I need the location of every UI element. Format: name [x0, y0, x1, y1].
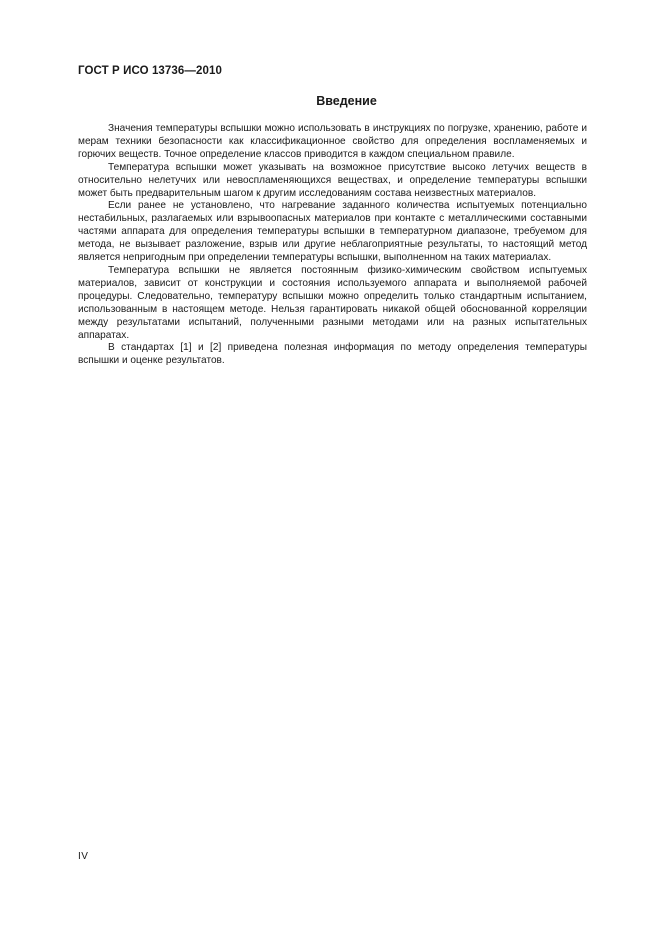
paragraph: Значения температуры вспышки можно использовать в инструкциях по погрузке, хранению, работе и мерам техники безопасности как классификационное свойство для определения воспламеняемых и горючих веществ. Точное определение классов приводится в каждом специальном правиле.	[78, 123, 587, 160]
paragraph: Если ранее не установлено, что нагревание заданного количества испытуемых потенциально нестабильных, разлагаемых или взрывоопасных материалов при контакте с металлическими составными частями аппарата для определения температуры вспышки в температурном диапазоне, требуемом для метода, не вызывает разложение, взрыв или другие неблагоприятные результаты, то настоящий метод является непригодным при определении температуры вспышки, выполненном на таких материалах.	[78, 200, 587, 264]
standard-header: ГОСТ Р ИСО 13736—2010	[78, 65, 223, 77]
paragraph: В стандартах [1] и [2] приведена полезная информация по методу определения температуры вспышки и оценке результатов.	[78, 342, 587, 367]
paragraph: Температура вспышки может указывать на возможное присутствие высоко летучих веществ в относительно нелетучих или невоспламеняющихся веществах, и определение температуры вспышки может быть предварительным шагом к другим исследованиям состава неизвестных материалов.	[78, 161, 587, 199]
section-title: Введение	[316, 94, 377, 108]
body-text	[78, 123, 587, 368]
page-number: IV	[78, 851, 89, 862]
paragraph: Температура вспышки не является постоянным физико-химическим свойством испытуемых материалов, зависит от конструкции и состояния используемого аппарата и выполняемой рабочей процедуры. Следовательно, температуру вспышки можно определить только стандартным испытанием, использованным в настоящем методе. Нельзя гарантировать никакой общей обоснованной корреляции между результатами испытаний, полученными разными методами или на разных испытательных аппаратах.	[78, 264, 587, 341]
